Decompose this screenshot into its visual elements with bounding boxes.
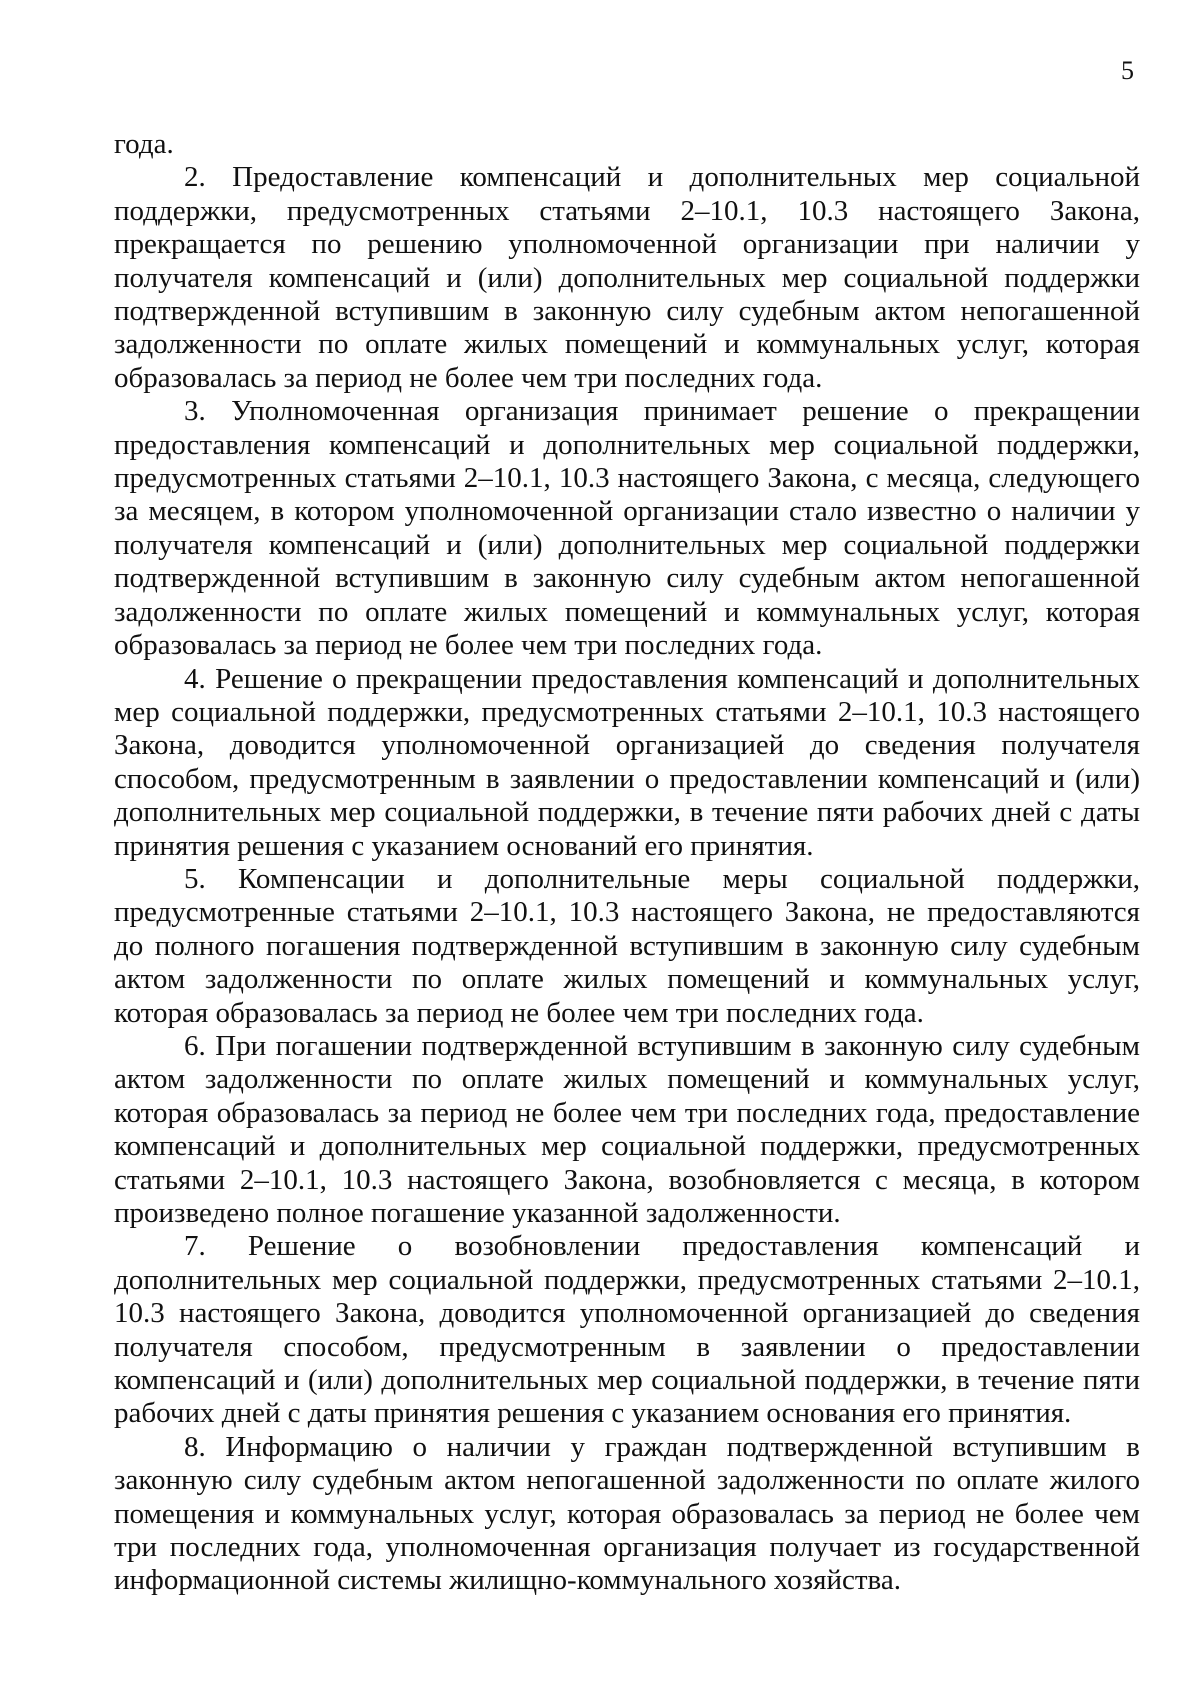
paragraph-item-2: 2. Предоставление компенсаций и дополнительных мер социальной поддержки, предусмотренных статьями 2–10.1, 10.3 настоящего Закона, прекращается по решению уполномоченной организации при наличии у получателя компенсаций и (или) дополнительных мер социальной поддержки подтвержденной вступившим в законную силу судебным актом непогашенной задолженности по оплате жилых помещений и коммунальных услуг, которая образовалась за период не более чем три последних года.: [114, 161, 1140, 394]
paragraph-item-5: 5. Компенсации и дополнительные меры социальной поддержки, предусмотренные статьями 2–10.1, 10.3 настоящего Закона, не предоставляются до полного погашения подтвержденной вступившим в законную силу судебным актом задолженности по оплате жилых помещений и коммунальных услуг, которая образовалась за период не более чем три последних года.: [114, 862, 1140, 1029]
paragraph-item-6: 6. При погашении подтвержденной вступившим в законную силу судебным актом задолженности по оплате жилых помещений и коммунальных услуг, которая образовалась за период не более чем три последних года, предоставление компенсаций и дополнительных мер социальной поддержки, предусмотренных статьями 2–10.1, 10.3 настоящего Закона, возобновляется с месяца, в котором произведено полное погашение указанной задолженности.: [114, 1029, 1140, 1229]
paragraph-item-3: 3. Уполномоченная организация принимает решение о прекращении предоставления компенсаций и дополнительных мер социальной поддержки, предусмотренных статьями 2–10.1, 10.3 настоящего Закона, с месяца, следующего за месяцем, в котором уполномоченной организации стало известно о наличии у получателя компенсаций и (или) дополнительных мер социальной поддержки подтвержденной вступившим в законную силу судебным актом непогашенной задолженности по оплате жилых помещений и коммунальных услуг, которая образовалась за период не более чем три последних года.: [114, 395, 1140, 662]
page-number: 5: [1121, 56, 1134, 85]
paragraph-item-7: 7. Решение о возобновлении предоставления компенсаций и дополнительных мер социальной поддержки, предусмотренных статьями 2–10.1, 10.3 настоящего Закона, доводится уполномоченной организацией до сведения получателя способом, предусмотренным в заявлении о предоставлении компенсаций и (или) дополнительных мер социальной поддержки, в течение пяти рабочих дней с даты принятия решения с указанием основания его принятия.: [114, 1230, 1140, 1430]
paragraph-item-4: 4. Решение о прекращении предоставления компенсаций и дополнительных мер социальной поддержки, предусмотренных статьями 2–10.1, 10.3 настоящего Закона, доводится уполномоченной организацией до сведения получателя способом, предусмотренным в заявлении о предоставлении компенсаций и (или) дополнительных мер социальной поддержки, в течение пяти рабочих дней с даты принятия решения с указанием оснований его принятия.: [114, 662, 1140, 862]
paragraph-item-8: 8. Информацию о наличии у граждан подтвержденной вступившим в законную силу судебным актом непогашенной задолженности по оплате жилого помещения и коммунальных услуг, которая образовалась за период не более чем три последних года, уполномоченная организация получает из государственной информационной системы жилищно-коммунального хозяйства.: [114, 1430, 1140, 1597]
paragraph-continuation: года.: [114, 128, 174, 160]
document-body: [114, 128, 1140, 1598]
